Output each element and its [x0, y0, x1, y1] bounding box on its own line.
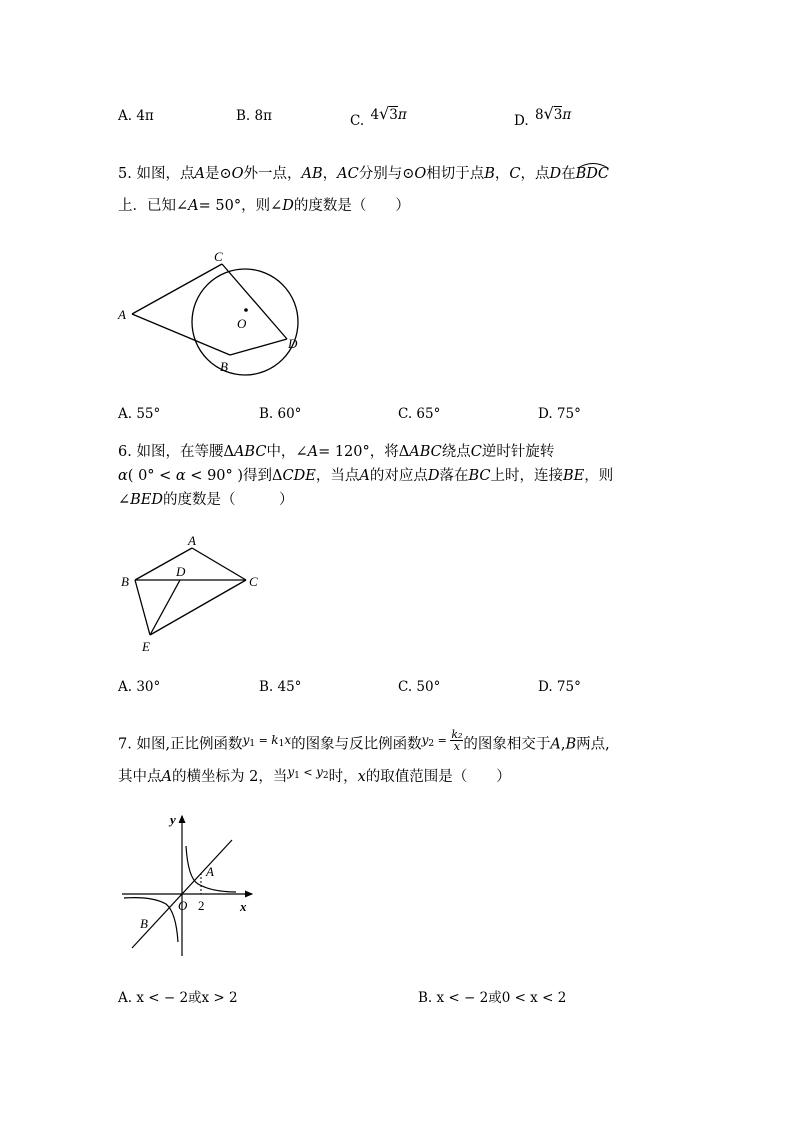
tangent-ab — [132, 314, 230, 355]
segment-ac — [192, 548, 246, 580]
hyperbola-branch-q3 — [124, 898, 178, 942]
label-c: C — [249, 574, 258, 589]
q6-option-d: D. 75° — [538, 679, 581, 695]
q5-stem-line2: 上．已知∠A= 50°，则∠D的度数是（ ） — [118, 198, 410, 214]
label-o: O — [178, 898, 188, 913]
q5-figure — [110, 240, 320, 380]
q4-option-c: C. 4√3π — [350, 104, 407, 129]
chord-bd — [230, 339, 287, 355]
label-x: x — [240, 899, 247, 914]
label-e: E — [142, 639, 150, 654]
label-b: B — [140, 916, 148, 931]
q4-option-b: B. 8π — [236, 108, 272, 124]
q6-stem-line2: α( 0° < α < 90° )得到ΔCDE，当点A的对应点D落在BC上时，连接BE，则 — [118, 468, 614, 484]
arc-bdc: BDC — [576, 166, 609, 182]
label-d: D — [288, 336, 298, 351]
q7-stem-line1: 7. 如图,正比例函数$^{y1}$ = $^{k1x}$的图象与反比例函数$^{y2}$ = $\frac{\text{k₂}}{x}$ 的图象相交于A,B两点, — [118, 728, 610, 753]
q5-option-c: C. 65° — [398, 406, 441, 422]
q5-option-d: D. 75° — [538, 406, 581, 422]
segment-be — [135, 580, 150, 635]
center-dot — [244, 308, 248, 312]
fraction-k2-over-x: $\frac{\text{k₂}}{x}$ — [451, 728, 463, 753]
q6-option-a: A. 30° — [118, 679, 161, 695]
label-c: C — [214, 249, 223, 264]
q4-option-d: D. 8√3π — [514, 104, 572, 129]
q7-option-a: A. x < − 2或x > 2 — [118, 990, 238, 1006]
chord-cd — [222, 264, 287, 339]
q7-option-b: B. x < − 2或0 < x < 2 — [418, 990, 567, 1006]
q5-option-a: A. 55° — [118, 406, 161, 422]
q6-option-b: B. 45° — [259, 679, 302, 695]
tangent-ac — [132, 264, 222, 314]
label-o: O — [237, 316, 247, 331]
q6-stem-line3: ∠BED的度数是（ ） — [118, 492, 294, 508]
q6-option-c: C. 50° — [398, 679, 441, 695]
q6-figure — [110, 528, 275, 658]
label-a: A — [118, 307, 126, 322]
label-a: A — [188, 533, 196, 548]
arc-mark-icon — [576, 161, 610, 169]
label-a: A — [206, 864, 214, 879]
label-b: B — [220, 359, 228, 374]
q7-stem-line2: 其中点A的横坐标为 2，当$^{y1}$ < $^{y2}$时，x的取值范围是（ ） — [118, 765, 511, 785]
label-two: 2 — [198, 898, 205, 913]
q6-stem-line1: 6. 如图，在等腰ΔABC中，∠A= 120°，将ΔABC绕点C逆时针旋转 — [118, 444, 555, 460]
label-y: y — [170, 812, 176, 827]
q7-figure — [110, 808, 270, 963]
label-d: D — [176, 564, 186, 579]
label-b: B — [121, 574, 129, 589]
q4-option-a: A. 4π — [118, 108, 154, 124]
q5-option-b: B. 60° — [259, 406, 302, 422]
q5-stem-line1: 5. 如图，点A是⊙O外一点，AB，AC分别与⊙O相切于点B，C，点D在BDC — [118, 164, 609, 184]
